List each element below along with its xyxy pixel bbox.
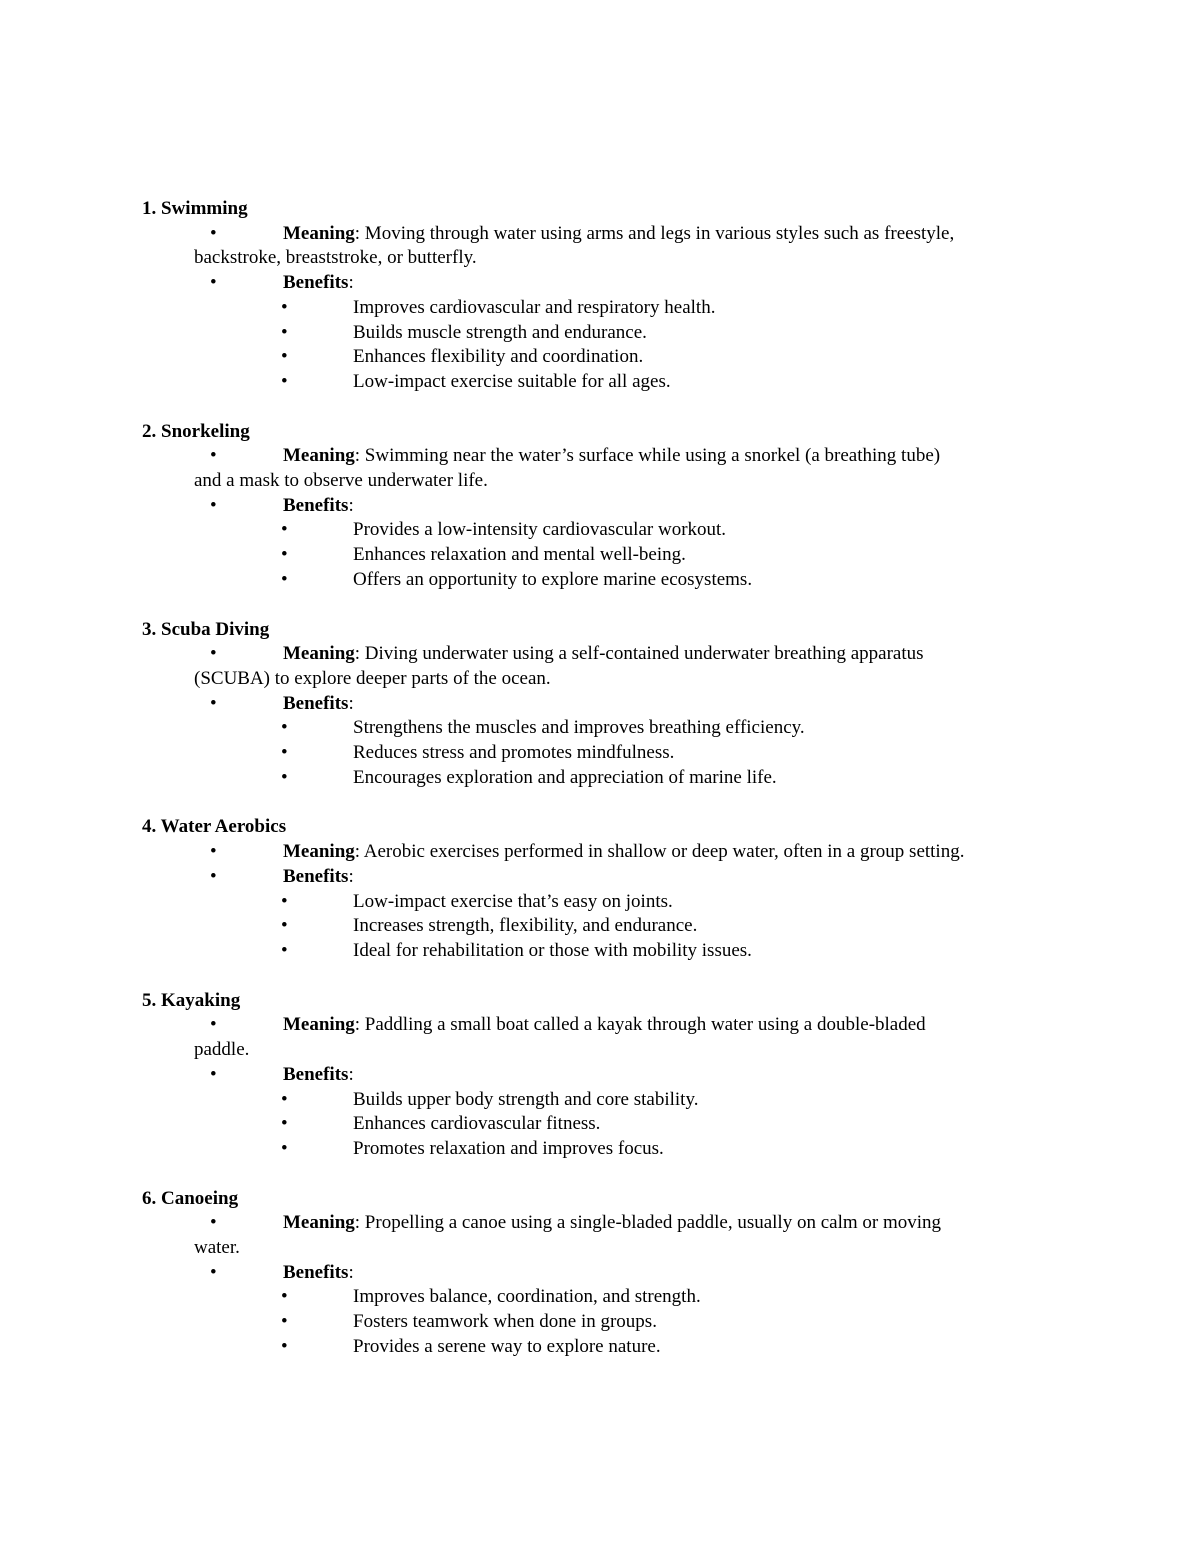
bullet-icon: • <box>281 370 288 392</box>
section-title: Kayaking <box>161 989 241 1011</box>
meaning-label: Meaning <box>283 1014 355 1036</box>
bullet-icon: • <box>281 1137 288 1159</box>
bullet-icon: • <box>281 1088 288 1110</box>
bullet-icon: • <box>281 568 288 590</box>
section-number: 3. <box>142 618 157 640</box>
section-number: 5. <box>142 989 157 1011</box>
activity-list <box>0 197 1200 1385</box>
section-heading <box>0 618 1200 643</box>
bullet-icon: • <box>281 1113 288 1135</box>
section-scuba-diving <box>0 618 1200 791</box>
meaning-label: Meaning <box>283 841 355 863</box>
meaning-item <box>0 222 1200 271</box>
section-title: Snorkeling <box>161 420 250 442</box>
section-heading <box>0 815 1200 840</box>
bullet-icon: • <box>281 915 288 937</box>
bullet-icon: • <box>210 643 217 665</box>
bullet-icon: • <box>281 296 288 318</box>
benefits-label: Benefits <box>283 1261 349 1283</box>
benefit-item: • Enhances flexibility and coordination. <box>0 345 1200 370</box>
benefit-item: • Ideal for rehabilitation or those with mobility issues. <box>0 939 1200 964</box>
bullet-icon: • <box>281 1335 288 1357</box>
meaning-text-continued: (SCUBA) to explore deeper parts of the ocean. <box>194 667 551 689</box>
benefit-item: • Enhances cardiovascular fitness. <box>0 1112 1200 1137</box>
meaning-item <box>0 1211 1200 1260</box>
meaning-text-continued: and a mask to observe underwater life. <box>194 470 488 492</box>
benefits-label: Benefits <box>283 1063 349 1085</box>
benefits-item: • Benefits: <box>0 1063 1200 1088</box>
bullet-icon: • <box>210 865 217 887</box>
bullet-icon: • <box>210 222 217 244</box>
benefits-item: • Benefits: <box>0 494 1200 519</box>
meaning-label: Meaning <box>283 643 355 665</box>
section-title: Scuba Diving <box>161 618 270 640</box>
meaning-label: Meaning <box>283 445 355 467</box>
meaning-text-continued: paddle. <box>194 1039 250 1061</box>
section-title: Water Aerobics <box>160 816 287 838</box>
meaning-text: : Aerobic exercises performed in shallow or deep water, often in a group setting. <box>354 841 965 863</box>
bullet-icon: • <box>210 272 217 294</box>
bullet-icon: • <box>210 494 217 516</box>
benefit-item: • Enhances relaxation and mental well-being. <box>0 543 1200 568</box>
bullet-icon: • <box>210 445 217 467</box>
benefit-item: • Reduces stress and promotes mindfulness. <box>0 741 1200 766</box>
meaning-item <box>0 642 1200 691</box>
benefit-item: • Low-impact exercise suitable for all ages. <box>0 370 1200 395</box>
benefits-label: Benefits <box>283 494 349 516</box>
bullet-icon: • <box>210 841 217 863</box>
meaning-text-continued: backstroke, breaststroke, or butterfly. <box>194 247 477 269</box>
meaning-text: : Paddling a small boat called a kayak through water using a double-bladed <box>354 1014 926 1036</box>
meaning-item <box>0 1013 1200 1062</box>
meaning-text: : Moving through water using arms and legs in various styles such as freestyle, <box>354 222 955 244</box>
bullet-icon: • <box>281 1286 288 1308</box>
section-number: 6. <box>142 1187 157 1209</box>
section-title: Canoeing <box>161 1187 239 1209</box>
benefit-item: • Builds muscle strength and endurance. <box>0 321 1200 346</box>
bullet-icon: • <box>210 1063 217 1085</box>
benefits-label: Benefits <box>283 272 349 294</box>
bullet-icon: • <box>281 346 288 368</box>
section-number: 2. <box>142 420 157 442</box>
benefits-label: Benefits <box>283 692 349 714</box>
benefit-item: • Encourages exploration and appreciation of marine life. <box>0 766 1200 791</box>
meaning-label: Meaning <box>283 1212 355 1234</box>
meaning-text-continued: water. <box>194 1237 240 1259</box>
bullet-icon: • <box>210 1014 217 1036</box>
section-heading <box>0 989 1200 1014</box>
benefit-item: • Strengthens the muscles and improves breathing efficiency. <box>0 716 1200 741</box>
bullet-icon: • <box>281 939 288 961</box>
section-heading <box>0 420 1200 445</box>
benefit-item: • Fosters teamwork when done in groups. <box>0 1310 1200 1335</box>
section-number: 4. <box>142 816 157 838</box>
meaning-text: : Propelling a canoe using a single-bladed paddle, usually on calm or moving <box>354 1212 942 1234</box>
bullet-icon: • <box>281 890 288 912</box>
benefit-item: • Improves balance, coordination, and strength. <box>0 1285 1200 1310</box>
section-title: Swimming <box>161 198 248 219</box>
benefit-item: • Promotes relaxation and improves focus. <box>0 1137 1200 1162</box>
benefits-item: • Benefits: <box>0 1261 1200 1286</box>
section-swimming <box>0 197 1200 395</box>
benefit-item: • Low-impact exercise that’s easy on joints. <box>0 890 1200 915</box>
meaning-item <box>0 444 1200 493</box>
section-heading <box>0 197 1200 222</box>
bullet-icon: • <box>210 1212 217 1234</box>
section-snorkeling <box>0 420 1200 593</box>
bullet-icon: • <box>281 717 288 739</box>
benefit-item: • Increases strength, flexibility, and endurance. <box>0 914 1200 939</box>
benefits-item: • Benefits: <box>0 271 1200 296</box>
meaning-item <box>0 840 1200 865</box>
section-canoeing <box>0 1187 1200 1360</box>
meaning-text: : Swimming near the water’s surface while using a snorkel (a breathing tube) <box>354 445 941 467</box>
benefit-item: • Improves cardiovascular and respiratory health. <box>0 296 1200 321</box>
bullet-icon: • <box>210 692 217 714</box>
benefit-item: • Builds upper body strength and core stability. <box>0 1088 1200 1113</box>
meaning-label: Meaning <box>283 222 355 244</box>
meaning-text: : Diving underwater using a self-contained underwater breathing apparatus <box>354 643 924 665</box>
bullet-icon: • <box>281 519 288 541</box>
section-heading <box>0 1187 1200 1212</box>
section-kayaking <box>0 989 1200 1162</box>
benefit-item: • Offers an opportunity to explore marine ecosystems. <box>0 568 1200 593</box>
benefits-item: • Benefits: <box>0 692 1200 717</box>
bullet-icon: • <box>281 766 288 788</box>
bullet-icon: • <box>210 1261 217 1283</box>
benefit-item: • Provides a low-intensity cardiovascular workout. <box>0 518 1200 543</box>
bullet-icon: • <box>281 1311 288 1333</box>
section-water-aerobics <box>0 815 1200 963</box>
benefit-item: • Provides a serene way to explore nature. <box>0 1335 1200 1360</box>
benefits-item: • Benefits: <box>0 865 1200 890</box>
bullet-icon: • <box>281 544 288 566</box>
bullet-icon: • <box>281 321 288 343</box>
bullet-icon: • <box>281 742 288 764</box>
section-number: 1. <box>142 198 157 219</box>
benefits-label: Benefits <box>283 865 349 887</box>
